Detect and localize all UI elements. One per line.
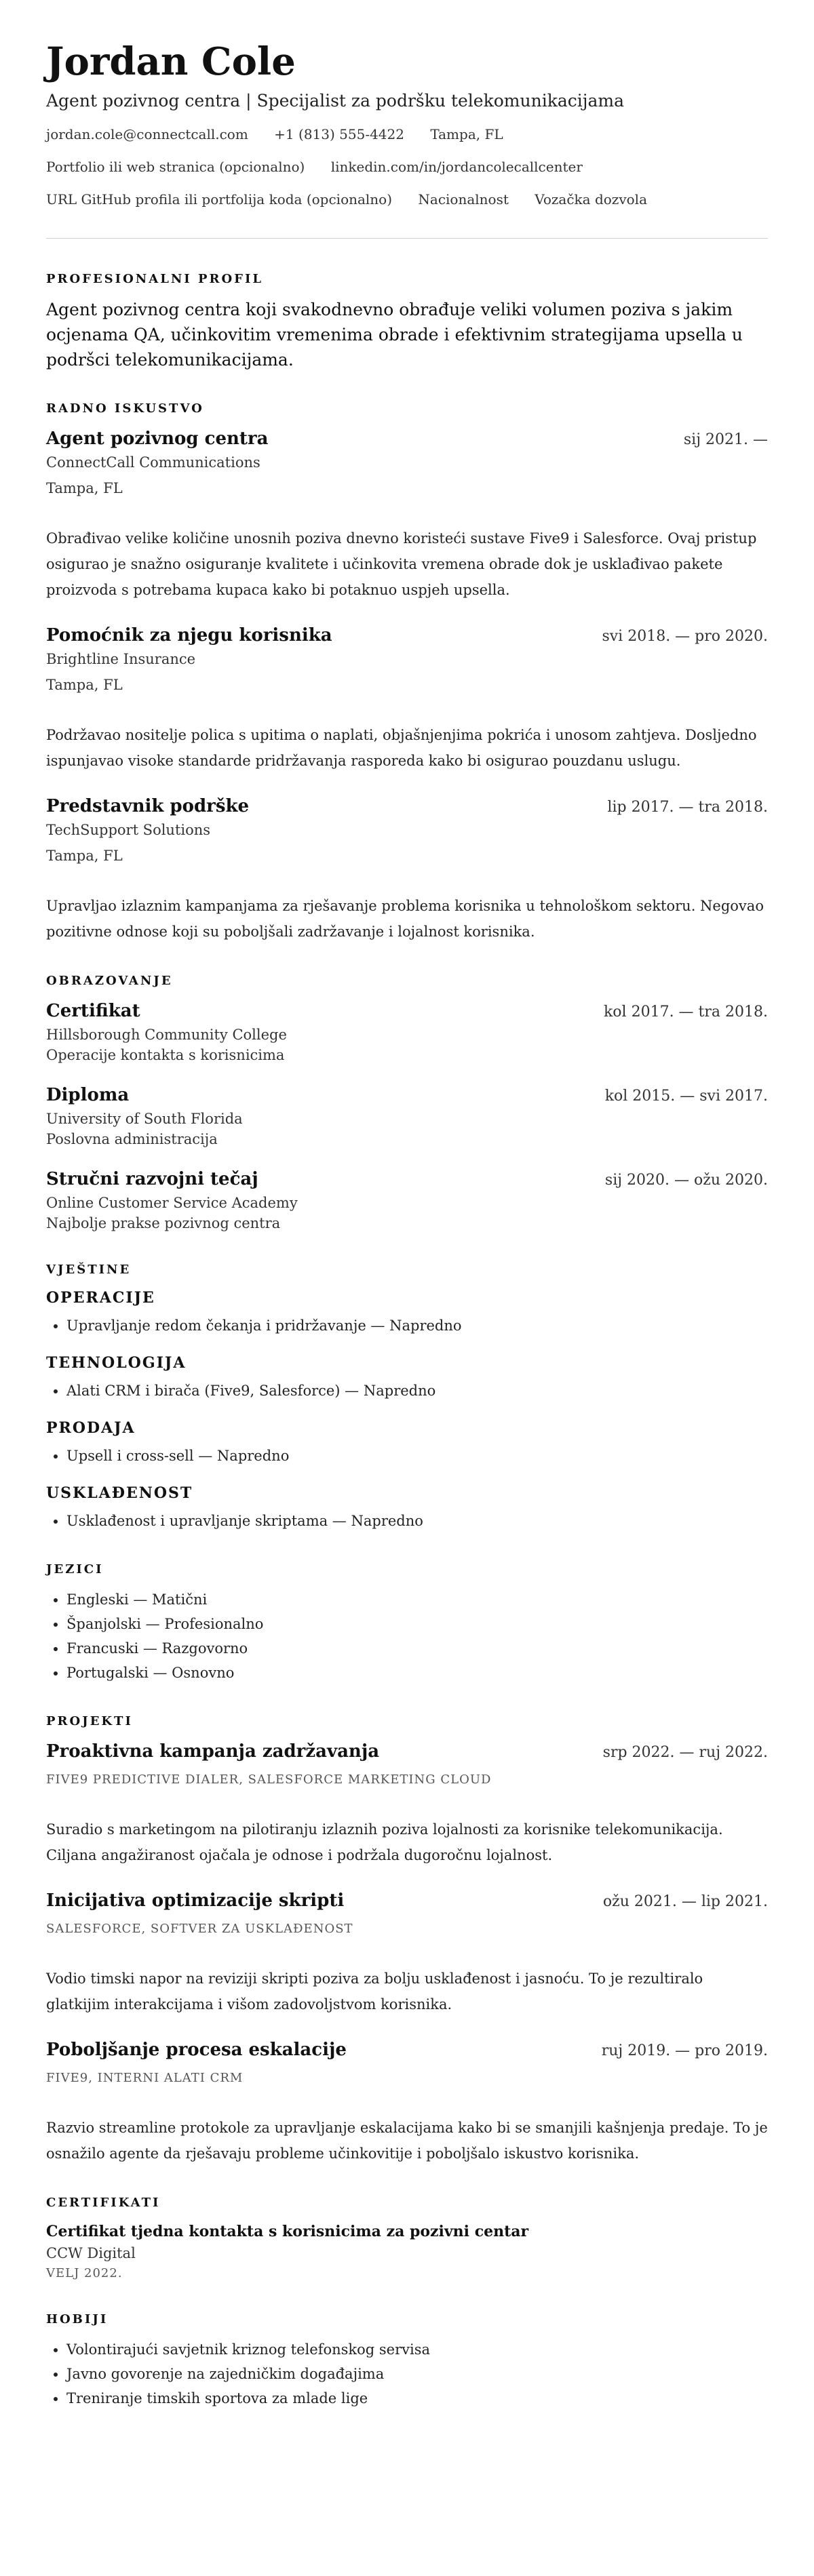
languages-section — [46, 1562, 768, 1685]
project-name: Poboljšanje procesa eskalacije — [46, 2040, 347, 2060]
drivers-license: Vozačka dozvola — [535, 191, 648, 207]
projects-section — [46, 1713, 768, 2166]
experience-section — [46, 401, 768, 945]
degree-title: Certifikat — [46, 1001, 140, 1021]
project-name: Proaktivna kampanja zadržavanja — [46, 1741, 380, 1762]
job-location: Tampa, FL — [46, 677, 123, 693]
job-location: Tampa, FL — [46, 480, 123, 496]
skill-group-title: PRODAJA — [46, 1419, 136, 1437]
section-title: OBRAZOVANJE — [46, 974, 173, 988]
section-title: RADNO ISKUSTVO — [46, 401, 204, 416]
project-tech: FIVE9, INTERNI ALATI CRM — [46, 2071, 244, 2085]
section-title: PROJEKTI — [46, 1714, 133, 1728]
project-name: Inicijativa optimizacije skripti — [46, 1890, 345, 1911]
education-date: sij 2020. — ožu 2020. — [604, 1172, 768, 1189]
certificate-date: VELJ 2022. — [46, 2266, 123, 2280]
field-of-study: Poslovna administracija — [46, 1131, 218, 1147]
section-title: JEZICI — [46, 1562, 104, 1577]
project-date: ožu 2021. — lip 2021. — [602, 1893, 768, 1910]
email-link[interactable]: jordan.cole@connectcall.com — [46, 126, 248, 142]
skill-list — [46, 1509, 768, 1533]
job-title: Agent pozivnog centra — [46, 429, 269, 449]
section-title: HOBIJI — [46, 2312, 109, 2326]
field-of-study: Najbolje prakse pozivnog centra — [46, 1215, 281, 1231]
hobby-item: • Javno govorenje na zajedničkim događajima — [66, 2362, 768, 2386]
skill-item: • Upsell i cross-sell — Napredno — [66, 1444, 768, 1468]
company-name: ConnectCall Communications — [46, 454, 260, 471]
education-section — [46, 973, 768, 1233]
experience-entry — [46, 794, 768, 945]
project-entry — [46, 1888, 768, 2017]
certificate-issuer: CCW Digital — [46, 2245, 136, 2261]
education-date: kol 2017. — tra 2018. — [603, 1004, 768, 1021]
school-name: Hillsborough Community College — [46, 1027, 287, 1043]
job-title: Predstavnik podrške — [46, 796, 250, 816]
project-description: Vodio timski napor na reviziji skripti poziva za bolju usklađenost i jasnoću. To je rezultiralo glatkijim interakcijama i višom zadovoljstvom korisnika. — [46, 1970, 703, 2013]
job-description: Obrađivao velike količine unosnih poziva dnevno koristeći sustave Five9 i Salesforce. Ovaj pristup osigurao je snažno osiguranje kvalitete i učinkovita vremena obrade dok je usklađivao pakete proizvoda s potrebama kupaca kako bi potaknuo uspjeh upsella. — [46, 530, 757, 598]
certificates-section — [46, 2195, 768, 2283]
field-of-study: Operacije kontakta s korisnicima — [46, 1047, 285, 1063]
hobby-item: • Volontirajući savjetnik kriznog telefonskog servisa — [66, 2337, 768, 2362]
education-entry — [46, 1083, 768, 1149]
header-divider — [46, 238, 768, 239]
resume-header — [46, 39, 768, 209]
skill-group-title: OPERACIJE — [46, 1289, 155, 1307]
project-tech: SALESFORCE, SOFTVER ZA USKLAĐENOST — [46, 1922, 353, 1936]
project-date: srp 2022. — ruj 2022. — [602, 1744, 768, 1761]
profile-summary: Agent pozivnog centra koji svakodnevno obrađuje veliki volumen poziva s jakim ocjenama QA, učinkovitim vremenima obrade i efektivnim strategijama upsella u podršci telekomunikacijama. — [46, 300, 743, 370]
project-description: Suradio s marketingom na pilotiranju izlaznih poziva lojalnosti za korisnike telekomunikacija. Ciljana angažiranost ojačala je odnose i podržala dugoročnu lojalnost. — [46, 1821, 723, 1863]
hobbies-section — [46, 2312, 768, 2411]
school-name: University of South Florida — [46, 1111, 243, 1127]
language-item: • Engleski — Matični — [66, 1587, 768, 1612]
contact-row — [46, 190, 768, 209]
project-date: ruj 2019. — pro 2019. — [601, 2042, 768, 2059]
project-description: Razvio streamline protokole za upravljanje eskalacijama kako bi se smanjili kašnjenja predaje. To je osnažilo agente da rješavaju probleme učinkovitije i poboljšalo iskustvo korisnika. — [46, 2120, 768, 2162]
contact-row — [46, 157, 768, 176]
skill-list — [46, 1444, 768, 1468]
experience-entry — [46, 427, 768, 603]
job-location: Tampa, FL — [46, 848, 123, 864]
degree-title: Diploma — [46, 1085, 130, 1105]
phone-number[interactable]: +1 (813) 555-4422 — [274, 126, 404, 142]
candidate-name: Jordan Cole — [46, 39, 296, 84]
degree-title: Stručni razvojni tečaj — [46, 1169, 258, 1189]
experience-entry — [46, 623, 768, 774]
hobby-list — [46, 2337, 768, 2411]
skill-list — [46, 1313, 768, 1338]
skills-section — [46, 1262, 768, 1533]
company-name: TechSupport Solutions — [46, 822, 211, 838]
section-title: VJEŠTINE — [46, 1263, 132, 1277]
education-entry — [46, 999, 768, 1065]
section-title: CERTIFIKATI — [46, 2196, 161, 2210]
language-list — [46, 1587, 768, 1685]
skill-group-title: TEHNOLOGIJA — [46, 1354, 187, 1372]
job-description: Podržavao nositelje polica s upitima o naplati, objašnjenjima pokrića i unosom zahtjeva. Dosljedno ispunjavao visoke standarde pridržavanja rasporeda kako bi osigurao pouzdanu uslugu. — [46, 727, 757, 769]
skill-item: • Usklađenost i upravljanje skriptama — Napredno — [66, 1509, 768, 1533]
job-date: sij 2021. — — [683, 431, 768, 448]
education-entry — [46, 1167, 768, 1233]
skill-group-title: USKLAĐENOST — [46, 1484, 193, 1502]
location: Tampa, FL — [430, 126, 503, 142]
headline: Agent pozivnog centra | Specijalist za podršku telekomunikacijama — [46, 91, 625, 111]
hobby-item: • Treniranje timskih sportova za mlade lige — [66, 2386, 768, 2411]
school-name: Online Customer Service Academy — [46, 1195, 298, 1211]
language-item: • Španjolski — Profesionalno — [66, 1612, 768, 1636]
language-item: • Portugalski — Osnovno — [66, 1661, 768, 1685]
project-entry — [46, 1739, 768, 1868]
certificate-name: Certifikat tjedna kontakta s korisnicima za pozivni centar — [46, 2223, 529, 2240]
job-date: lip 2017. — tra 2018. — [607, 799, 768, 816]
nationality: Nacionalnost — [418, 191, 509, 207]
project-tech: FIVE9 PREDICTIVE DIALER, SALESFORCE MARKETING CLOUD — [46, 1772, 492, 1787]
skill-item: • Upravljanje redom čekanja i pridržavanje — Napredno — [66, 1313, 768, 1338]
skill-item: • Alati CRM i birača (Five9, Salesforce) — Napredno — [66, 1379, 768, 1403]
section-title: PROFESIONALNI PROFIL — [46, 272, 264, 286]
language-item: • Francuski — Razgovorno — [66, 1636, 768, 1661]
education-date: kol 2015. — svi 2017. — [604, 1088, 768, 1105]
skill-list — [46, 1379, 768, 1403]
job-title: Pomoćnik za njegu korisnika — [46, 625, 332, 646]
portfolio-link[interactable]: Portfolio ili web stranica (opcionalno) — [46, 159, 305, 175]
github-link[interactable]: URL GitHub profila ili portfolija koda (opcionalno) — [46, 191, 393, 207]
profile-section — [46, 271, 768, 372]
contact-row — [46, 125, 768, 144]
job-description: Upravljao izlaznim kampanjama za rješavanje problema korisnika u tehnološkom sektoru. Negovao pozitivne odnose koji su poboljšali zadržavanje i lojalnost korisnika. — [46, 898, 764, 940]
linkedin-link[interactable]: linkedin.com/in/jordancolecallcenter — [330, 159, 583, 175]
project-entry — [46, 2038, 768, 2166]
company-name: Brightline Insurance — [46, 651, 196, 667]
job-date: svi 2018. — pro 2020. — [602, 628, 768, 645]
